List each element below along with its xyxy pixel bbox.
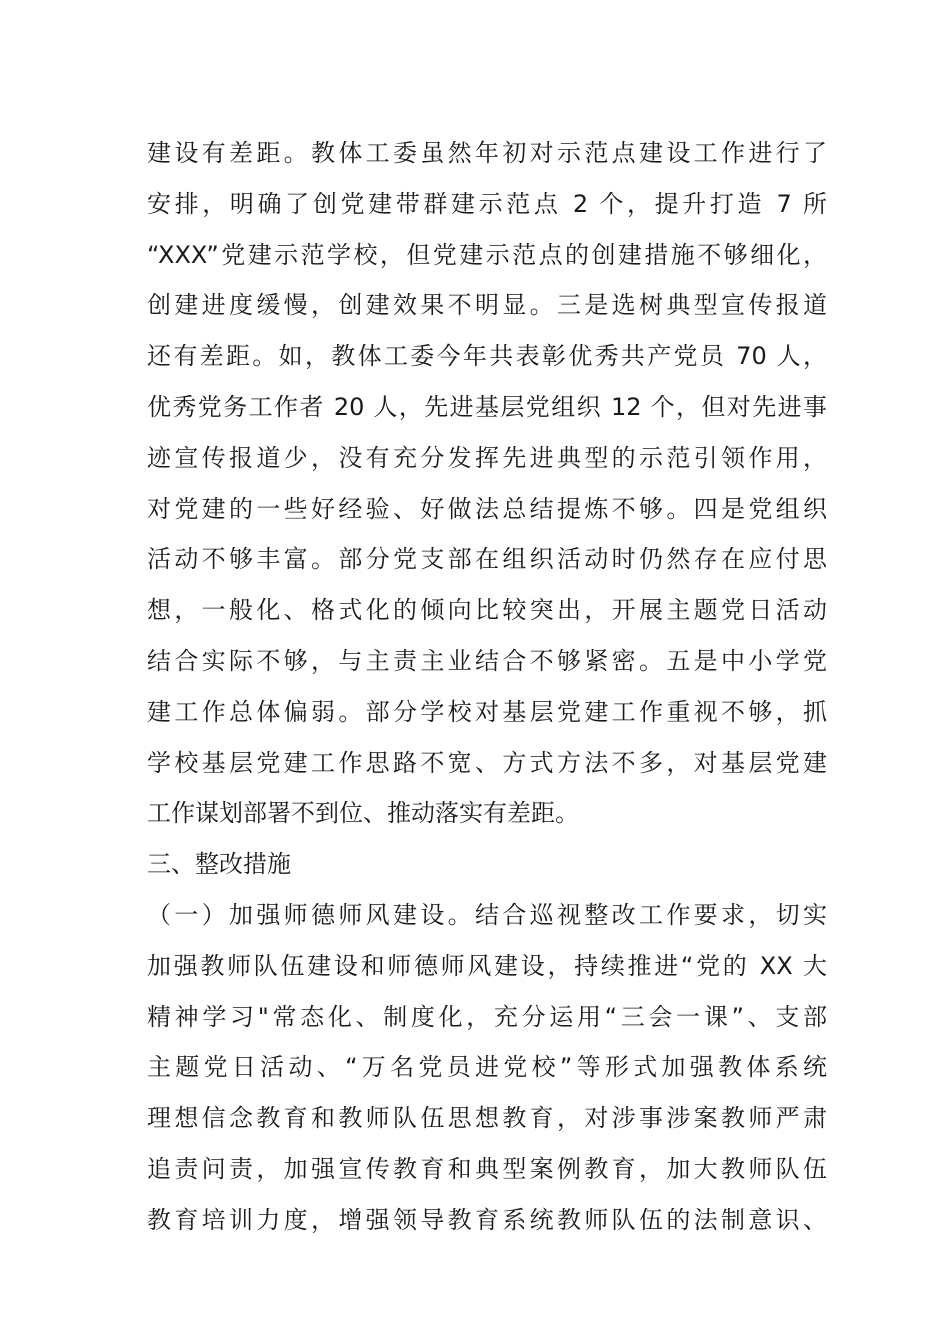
text-line: 主题党日活动、“万名党员进党校”等形式加强教体系统: [147, 1053, 827, 1082]
text-line: （一）加强师德师风建设。结合巡视整改工作要求，切实: [147, 900, 827, 929]
text-line: 活动不够丰富。部分党支部在组织活动时仍然存在应付思: [147, 545, 827, 574]
document-body: [147, 128, 827, 1246]
text-line: 学校基层党建工作思路不宽、方式方法不多，对基层党建: [147, 748, 827, 777]
text-line: 结合实际不够，与主责主业结合不够紧密。五是中小学党: [147, 646, 827, 675]
text-line: 加强教师队伍建设和师德师风建设，持续推进“党的 XX 大: [147, 951, 827, 980]
text-line: 精神学习"常态化、制度化，充分运用“三会一课”、支部: [147, 1002, 827, 1031]
text-line: 想，一般化、格式化的倾向比较突出，开展主题党日活动: [147, 596, 827, 625]
text-line: 建工作总体偏弱。部分学校对基层党建工作重视不够，抓: [147, 697, 827, 726]
text-line: 三、整改措施: [147, 850, 291, 879]
text-line: “XXX”党建示范学校，但党建示范点的创建措施不够细化，: [147, 240, 827, 269]
text-line: 理想信念教育和教师队伍思想教育，对涉事涉案教师严肃: [147, 1104, 827, 1133]
text-line: 对党建的一些好经验、好做法总结提炼不够。四是党组织: [147, 494, 827, 523]
text-line: 追责问责，加强宣传教育和典型案例教育，加大教师队伍: [147, 1154, 827, 1183]
text-line: 教育培训力度，增强领导教育系统教师队伍的法制意识、: [147, 1205, 827, 1234]
text-line: 工作谋划部署不到位、推动落实有差距。: [147, 799, 579, 828]
text-line: 优秀党务工作者 20 人，先进基层党组织 12 个，但对先进事: [147, 392, 827, 421]
text-line: 迹宣传报道少，没有充分发挥先进典型的示范引领作用，: [147, 443, 827, 472]
text-line: 创建进度缓慢，创建效果不明显。三是选树典型宣传报道: [147, 291, 827, 320]
text-line: 安排，明确了创党建带群建示范点 2 个，提升打造 7 所: [147, 189, 827, 218]
text-line: 还有差距。如，教体工委今年共表彰优秀共产党员 70 人，: [147, 342, 827, 371]
text-line: 建设有差距。教体工委虽然年初对示范点建设工作进行了: [147, 139, 827, 167]
